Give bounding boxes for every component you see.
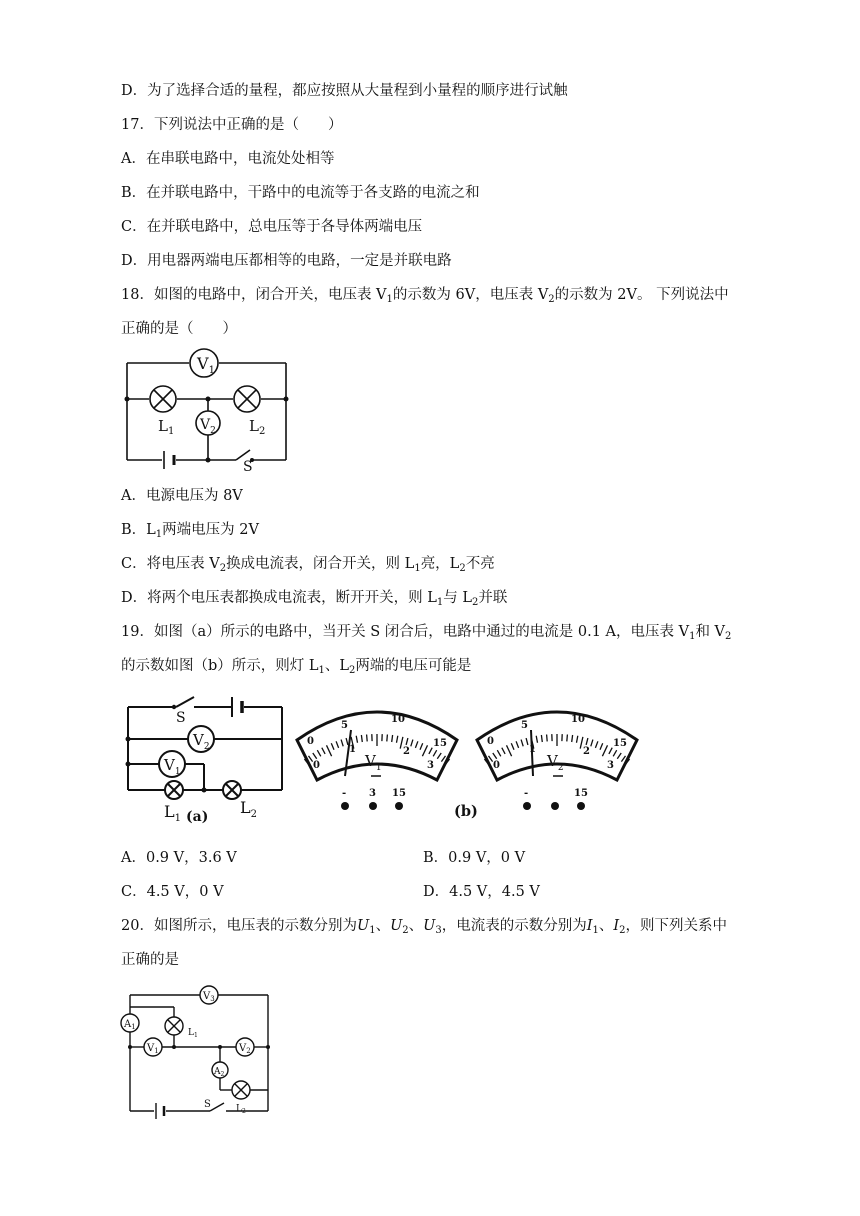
svg-text:L1: $L_1$ (188, 1028, 198, 1039)
q19-meter-v2 (473, 702, 641, 814)
svg-text:A2: $A_2$ (214, 1067, 225, 1078)
meter-tick (600, 743, 603, 750)
q19-option-b: B．0.9 V，0 V (423, 850, 526, 866)
meter-tick (441, 756, 445, 762)
meter-tick (411, 740, 413, 747)
meter-tick (613, 750, 617, 756)
svg-text:L2: $L_2$ (240, 798, 257, 820)
svg-text:1: 1 (529, 744, 536, 755)
svg-text:(a): (a) (186, 809, 209, 825)
meter-tick (526, 738, 528, 745)
q19-circuit-figure-a (122, 695, 290, 825)
meter-tick (511, 743, 514, 750)
meter-tick (595, 741, 598, 748)
meter-tick (406, 738, 408, 745)
meter-tick (361, 735, 362, 742)
q17-stem: 17．下列说法中正确的是（ ） (121, 117, 343, 133)
meter-tick (322, 748, 325, 754)
meter-tick (313, 753, 317, 759)
q17-option-d: D．用电器两端电压都相等的电路，一定是并联电路 (121, 253, 452, 269)
meter-tick (309, 756, 313, 762)
q20-circuit-figure (118, 985, 274, 1119)
svg-text:15: 15 (574, 788, 588, 799)
meter-tick (586, 738, 588, 745)
svg-text:2: 2 (583, 746, 590, 757)
svg-text:10: 10 (571, 714, 585, 725)
svg-text:0: 0 (313, 760, 320, 771)
svg-text:1: 1 (349, 744, 356, 755)
meter-tick (617, 753, 621, 759)
svg-text:3: 3 (607, 760, 614, 771)
meter-tick (420, 743, 423, 750)
meter-tick (397, 736, 398, 743)
svg-text:S: S (176, 710, 186, 726)
svg-text:-: - (342, 788, 347, 799)
q19-option-d: D．4.5 V，4.5 V (423, 884, 540, 900)
meter-tick (493, 753, 497, 759)
meter-tick (497, 750, 501, 756)
q19-option-c: C．4.5 V，0 V (121, 884, 224, 900)
meter-tick (317, 750, 321, 756)
q19-stem-line2: 的示数如图（b）所示，则灯 $L_1$、$L_2$两端的电压可能是 (121, 658, 472, 676)
svg-text:S: S (243, 459, 253, 475)
meter-tick (341, 740, 343, 747)
svg-text:V2: $V_2$ (547, 752, 564, 773)
q19-figure-b-tag: (b) (454, 803, 478, 820)
svg-text:3: 3 (369, 788, 376, 799)
q18-option-a: A．电源电压为 8V (121, 488, 243, 504)
meter-tick (591, 740, 593, 747)
svg-text:V2: $V_2$ (239, 1043, 251, 1055)
q17-option-a: A．在串联电路中，电流处处相等 (121, 151, 335, 167)
q20-stem: 20．如图所示，电压表的示数分别为$U_1$、$U_2$、$U_3$，电流表的示数分别为$I_1$、$I_2$，则下列关系中 (121, 918, 727, 936)
meter-tick (507, 745, 512, 756)
meter-tick (609, 748, 612, 754)
meter-tick (367, 735, 368, 742)
meter-tick (516, 741, 519, 748)
q19-stem: 19．如图（a）所示的电路中，当开关 S 闭合后，电路中通过的电流是 0.1 A，电压表 $V_1$和 $V_2$ (121, 624, 732, 642)
svg-text:0: 0 (307, 736, 314, 747)
svg-text:-: - (524, 788, 529, 799)
q18-stem: 18．如图的电路中，闭合开关，电压表 $V_1$的示数为 6V，电压表 $V_2$的示数为 2V。 下列说法中 (121, 287, 729, 305)
svg-text:0: 0 (487, 736, 494, 747)
meter-tick (356, 736, 357, 743)
svg-text:2: 2 (403, 746, 410, 757)
svg-text:15: 15 (392, 788, 406, 799)
svg-text:V1: $V_1$ (147, 1043, 159, 1055)
svg-text:S: S (204, 1099, 211, 1110)
meter-tick (502, 748, 505, 754)
meter-tick (327, 745, 332, 756)
q19-meter-v1 (293, 702, 461, 814)
svg-text:5: 5 (341, 720, 348, 731)
meter-tick (489, 756, 493, 762)
svg-text:L2: $L_2$ (236, 1104, 246, 1115)
svg-text:3: 3 (427, 760, 434, 771)
meter-tick (567, 735, 568, 742)
meter-tick (346, 738, 348, 745)
meter-tick (572, 735, 573, 742)
meter-tick (331, 743, 334, 750)
svg-text:L1: $L_1$ (164, 802, 181, 824)
svg-text:0: 0 (493, 760, 500, 771)
meter-tick (437, 753, 441, 759)
svg-text:15: 15 (613, 738, 627, 749)
svg-text:15: 15 (433, 738, 447, 749)
q18-option-d: D．将两个电压表都换成电流表，断开开关，则 $L_1$与 $L_2$并联 (121, 590, 508, 608)
q19-option-a: A．0.9 V，3.6 V (121, 850, 237, 866)
svg-text:L2: $L_2$ (249, 417, 266, 437)
svg-text:V2: $V_2$ (193, 731, 210, 752)
q16-option-d: D．为了选择合适的量程，都应按照从大量程到小量程的顺序进行试触 (121, 83, 568, 99)
meter-tick (392, 735, 393, 742)
meter-tick (336, 741, 339, 748)
svg-text:5: 5 (521, 720, 528, 731)
meter-tick (422, 745, 427, 756)
meter-tick (433, 750, 437, 756)
meter-tick (415, 741, 418, 748)
q18-option-c: C．将电压表 $V_2$换成电流表，闭合开关，则 $L_1$亮，$L_2$不亮 (121, 556, 495, 574)
meter-tick (387, 735, 388, 742)
meter-tick (536, 736, 537, 743)
meter-tick (541, 735, 542, 742)
svg-text:A1: $A_1$ (124, 1019, 136, 1031)
svg-text:10: 10 (391, 714, 405, 725)
q20-stem-line2: 正确的是 (121, 952, 179, 968)
svg-text:V2: $V_2$ (200, 417, 216, 436)
q18-circuit-figure (118, 347, 290, 473)
svg-text:V3: $V_3$ (203, 991, 215, 1003)
q17-option-c: C．在并联电路中，总电压等于各导体两端电压 (121, 219, 423, 235)
q18-option-b: B．$L_1$两端电压为 2V (121, 522, 259, 540)
q17-option-b: B．在并联电路中，干路中的电流等于各支路的电流之和 (121, 185, 480, 201)
meter-tick (577, 736, 578, 743)
meter-tick (521, 740, 523, 747)
svg-text:V1: $V_1$ (197, 354, 215, 376)
svg-text:L1: $L_1$ (158, 417, 175, 437)
meter-tick (429, 748, 432, 754)
q18-stem-line2: 正确的是（ ） (121, 321, 237, 337)
meter-tick (621, 756, 625, 762)
svg-text:V1: $V_1$ (164, 756, 181, 777)
meter-tick (547, 735, 548, 742)
meter-tick (602, 745, 607, 756)
svg-text:V1: $V_1$ (365, 752, 382, 773)
